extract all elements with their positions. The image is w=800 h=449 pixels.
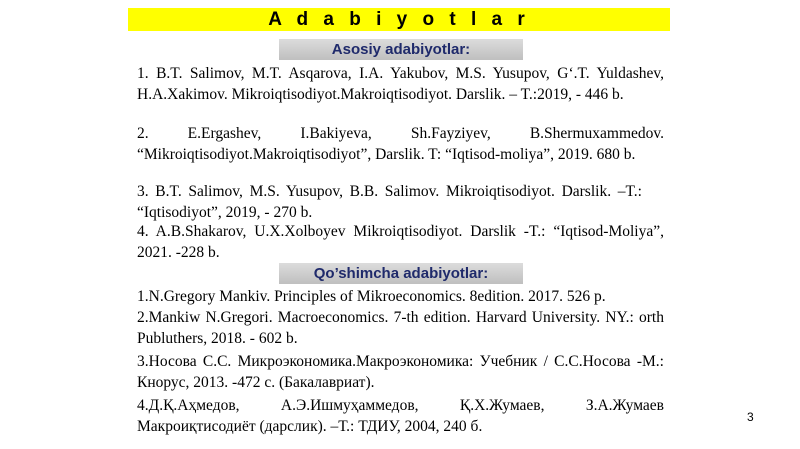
extra-literature-item-3: 3.Носова С.С. Микроэкономика.Макроэкономика: Учебник / С.С.Носова -М.: Кнорус, 2013. -472 с. (Бакалавриат). xyxy=(137,353,664,391)
extra-literature-heading: Qo’shimcha adabiyotlar: xyxy=(279,263,523,284)
extra-literature-item-2: 2.Mankiw N.Gregori. Macroeconomics. 7-th edition. Harvard University. NY.: orth Publuthers, 2018. - 602 b. xyxy=(137,309,664,347)
extra-literature-item-1: 1.N.Gregory Mankiv. Principles of Mikroeconomics. 8edition. 2017. 526 p. xyxy=(137,288,606,305)
extra-literature-item-4: 4.Д.Қ.Аҳмедов, А.Э.Ишмуҳаммедов, Қ.Х.Жумаев, З.А.Жумаев Макроиқтисодиёт (дарслик). –Т.: ТДИУ, 2004, 240 б. xyxy=(137,397,664,435)
slide-title: A d a b i y o t l a r xyxy=(268,8,530,30)
slide-number: 3 xyxy=(747,410,754,424)
main-literature-item-2: 2. E.Ergashev, I.Bakiyeva, Sh.Fayziyev, B.Shermuxammedov. “Mikroiqtisodiyot.Makroiqtisodiyot”, Darslik. T: “Iqtisod-moliya”, 2019. 680 b. xyxy=(137,125,664,163)
main-literature-item-4: 4. A.B.Shakarov, U.X.Xolboyev Mikroiqtisodiyot. Darslik -T.: “Iqtisod-Moliya”, 2021. -228 b. xyxy=(137,223,664,261)
main-literature-item-1: 1. B.T. Salimov, M.T. Asqarova, I.A. Yakubov, M.S. Yusupov, G‘.T. Yuldashev, H.A.Xakimov. Mikroiqtisodiyot.Makroiqtisodiyot. Darslik. – T.:2019, - 446 b. xyxy=(137,65,664,103)
slide-title-bar xyxy=(128,8,670,31)
main-literature-heading: Asosiy adabiyotlar: xyxy=(279,39,523,60)
main-literature-item-3: 3. B.T. Salimov, M.S. Yusupov, B.B. Salimov. Mikroiqtisodiyot. Darslik. –T.: “Iqtisodiyot”, 2019, - 270 b. xyxy=(137,183,642,221)
